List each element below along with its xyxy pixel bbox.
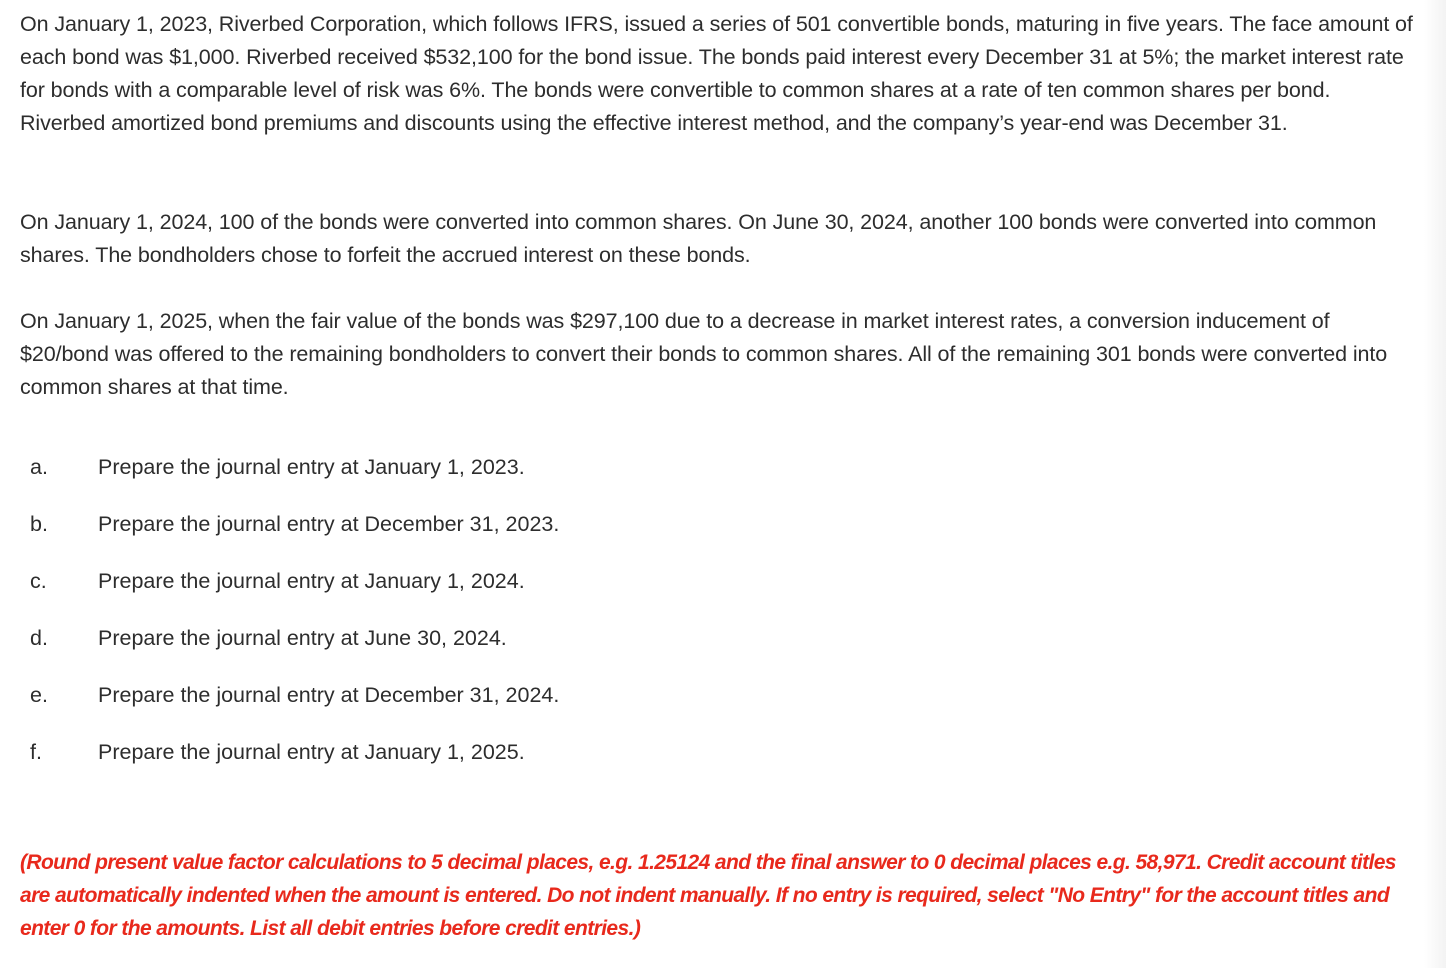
- task-letter: e.: [30, 683, 48, 707]
- problem-paragraph-conversions-2024: On January 1, 2024, 100 of the bonds were converted into common shares. On June 30, 2024, another 100 bonds were converted into common shares. The bondholders chose to forfeit the accrued interest on these bonds.: [20, 210, 1377, 267]
- task-text: Prepare the journal entry at January 1, 2023.: [98, 455, 525, 479]
- task-letter: f.: [30, 740, 42, 764]
- task-text: Prepare the journal entry at December 31, 2023.: [98, 512, 560, 536]
- problem-paragraph-issue: On January 1, 2023, Riverbed Corporation, which follows IFRS, issued a series of 501 convertible bonds, maturing in five years. The face amount of each bond was $1,000. Riverbed received $532,100 for the bond issue. The bonds paid interest every December 31 at 5%; the market interest rate for bonds with a comparable level of risk was 6%. The bonds were convertible to common shares at a rate of ten common shares per bond. Riverbed amortized bond premiums and discounts using the effective interest method, and the company’s year-end was December 31.: [20, 12, 1413, 135]
- task-letter: a.: [30, 455, 48, 479]
- task-letter: d.: [30, 626, 48, 650]
- task-text: Prepare the journal entry at December 31, 2024.: [98, 683, 560, 707]
- task-text: Prepare the journal entry at January 1, 2024.: [98, 569, 525, 593]
- task-text: Prepare the journal entry at January 1, 2025.: [98, 740, 525, 764]
- task-text: Prepare the journal entry at June 30, 2024.: [98, 626, 507, 650]
- rounding-instructions: (Round present value factor calculations to 5 decimal places, e.g. 1.25124 and the final answer to 0 decimal places e.g. 58,971. Credit account titles are automatically indented when the amount is entered. Do not indent manually. If no entry is required, select "No Entry" for the account titles and enter 0 for the amounts. List all debit entries before credit entries.): [20, 851, 1396, 940]
- task-letter: c.: [30, 569, 47, 593]
- task-letter: b.: [30, 512, 48, 536]
- scroll-edge-shade: [1424, 0, 1446, 968]
- problem-paragraph-conversion-2025: On January 1, 2025, when the fair value of the bonds was $297,100 due to a decrease in market interest rates, a conversion inducement of $20/bond was offered to the remaining bondholders to convert their bonds to common shares. All of the remaining 301 bonds were converted into common shares at that time.: [20, 309, 1388, 399]
